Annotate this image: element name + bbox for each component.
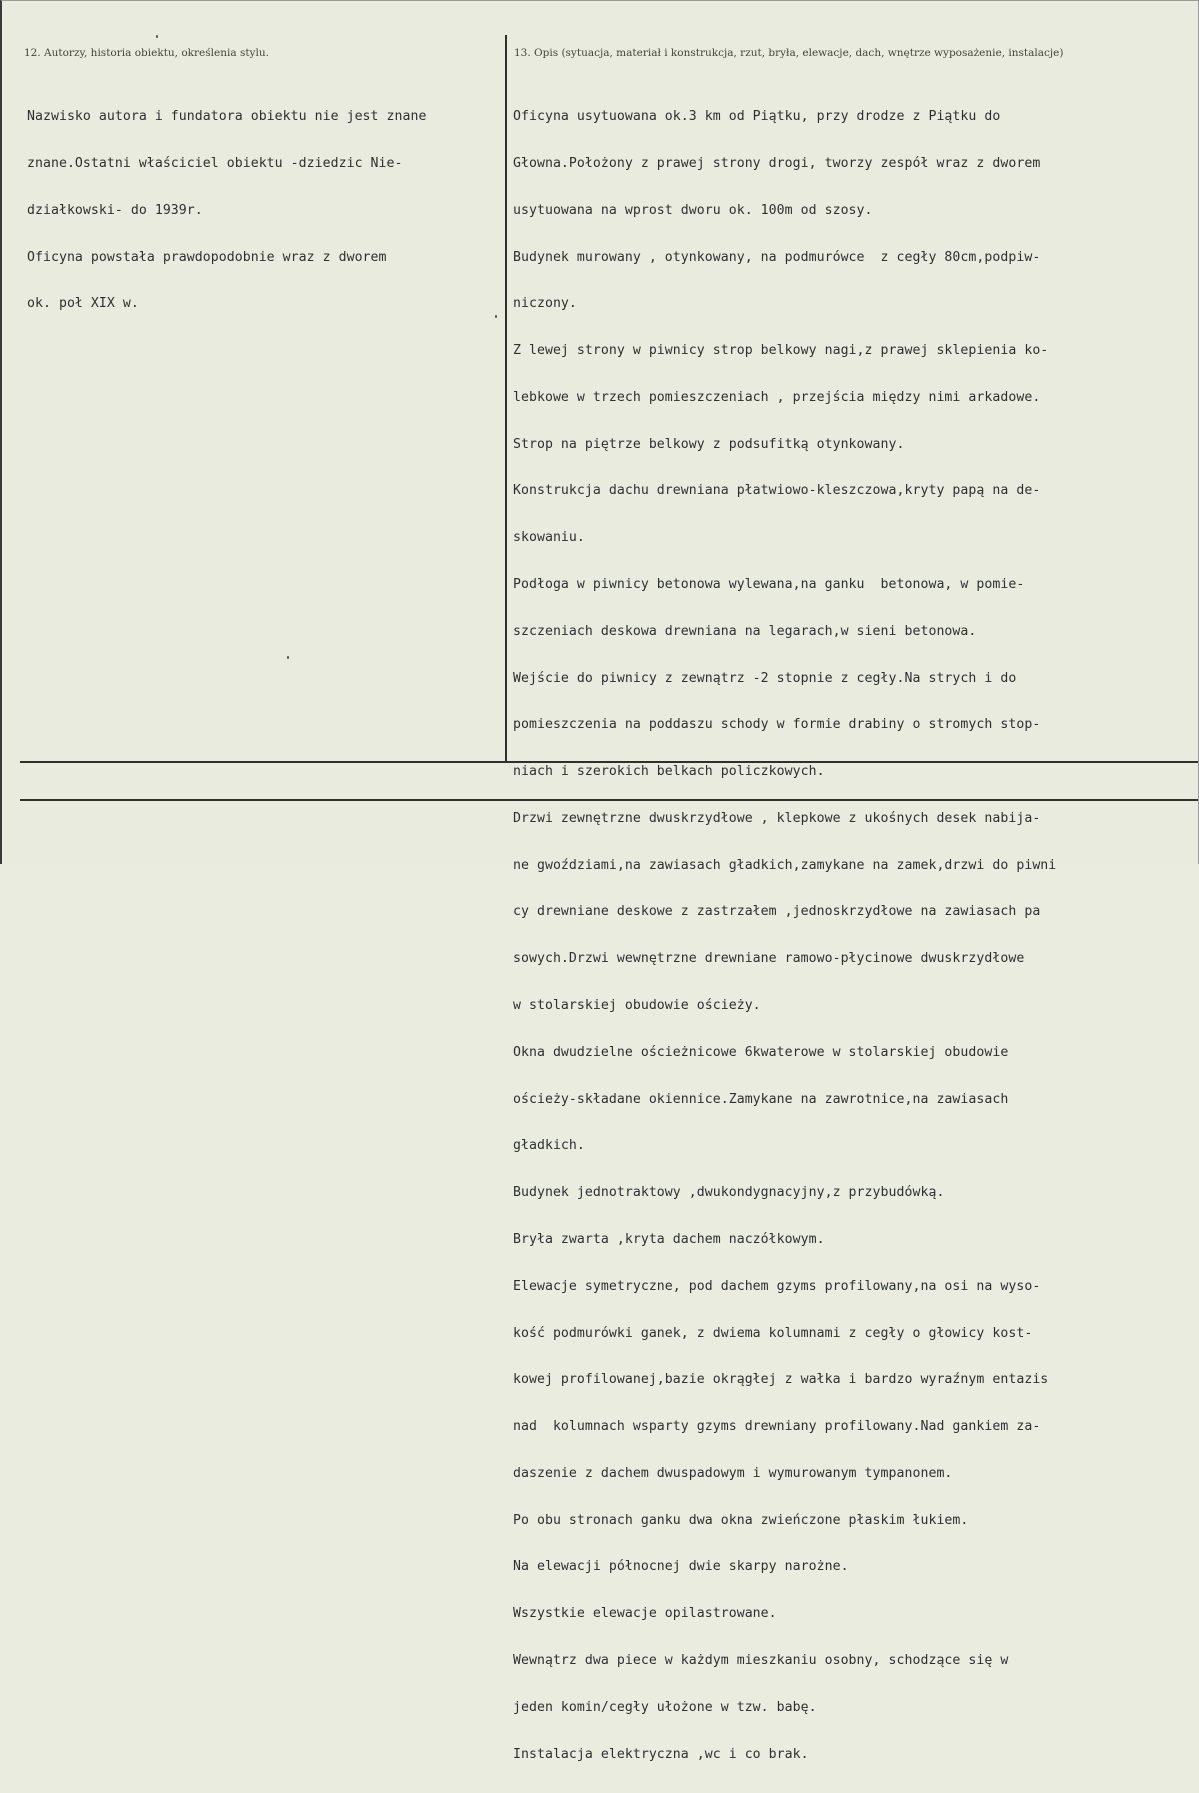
text-line: Z lewej strony w piwnicy strop belkowy nagi,z prawej sklepienia ko- [513, 343, 1049, 359]
text-line: skowaniu. [513, 530, 585, 546]
text-line: cy drewniane deskowe z zastrzałem ,jednoskrzydłowe na zawiasach pa [513, 904, 1041, 920]
text-line: ne gwoździami,na zawiasach gładkich,zamykane na zamek,drzwi do piwni [513, 857, 1057, 873]
text-line: Podłoga w piwnicy betonowa wylewana,na ganku betonowa, w pomie- [513, 577, 1025, 592]
text-line: ościeży-składane okiennice.Zamykane na zawrotnice,na zawiasach [513, 1091, 1009, 1107]
text-line: Elewacje symetryczne, pod dachem gzyms profilowany,na osi na wyso- [513, 1278, 1041, 1294]
text-line: znane.Ostatni właściciel obiektu -dziedzic Nie- [27, 155, 403, 171]
text-line: lebkowe w trzech pomieszczeniach , przejścia między nimi arkadowe. [513, 389, 1041, 405]
text-line: usytuowana na wprost dworu ok. 100m od szosy. [513, 202, 873, 218]
text-line: kowej profilowanej,bazie okrągłej z wałka i bardzo wyraźnym entazis [513, 1372, 1049, 1388]
column-divider [505, 35, 507, 761]
text-line: Drzwi zewnętrzne dwuskrzydłowe , klepkowe z ukośnych desek nabija- [513, 810, 1041, 826]
text-line: gładkich. [513, 1138, 585, 1154]
text-line: niczony. [513, 296, 577, 312]
text-line: kość podmurówki ganek, z dwiema kolumnami z cegły o głowicy kost- [513, 1325, 1033, 1341]
text-line: Bryła zwarta ,kryta dachem naczółkowym. [513, 1231, 825, 1247]
text-line: w stolarskiej obudowie ościeży. [513, 998, 761, 1014]
text-line: Budynek murowany , otynkowany, na podmurówce z cegły 80cm,podpiw- [513, 249, 1041, 265]
text-line: Okna dwudzielne ościeżnicowe 6kwaterowe w stolarskiej obudowie [513, 1044, 1009, 1060]
text-line: Po obu stronach ganku dwa okna zwieńczone płaskim łukiem. [513, 1512, 969, 1528]
paper-speck [287, 656, 289, 659]
text-line: pomieszczenia na poddaszu schody w formie drabiny o stromych stop- [513, 717, 1041, 733]
text-line: sowych.Drzwi wewnętrzne drewniane ramowo-płycinowe dwuskrzydłowe [513, 951, 1025, 967]
text-line: Wejście do piwnicy z zewnątrz -2 stopnie z cegły.Na strych i do [513, 670, 1017, 686]
text-line: Wszystkie elewacje opilastrowane. [513, 1606, 777, 1622]
text-line: Budynek jednotraktowy ,dwukondygnacyjny,z przybudówką. [513, 1185, 945, 1201]
text-line: daszenie z dachem dwuspadowym i wymurowanym tympanonem. [513, 1465, 953, 1481]
section-12-heading: 12. Autorzy, historia obiektu, określenia stylu. [24, 47, 269, 59]
text-line: szczeniach deskowa drewniana na legarach,w sieni betonowa. [513, 623, 977, 639]
text-line: Nazwisko autora i fundatora obiektu nie jest znane [27, 109, 427, 125]
section-13-heading: 13. Opis (sytuacja, materiał i konstrukcja, rzut, bryła, elewacje, dach, wnętrze wyposażenie, instalacje) [514, 47, 1064, 59]
text-line: Strop na piętrze belkowy z podsufitką otynkowany. [513, 436, 905, 452]
text-line: działkowski- do 1939r. [27, 202, 203, 218]
text-line: Na elewacji północnej dwie skarpy narożne. [513, 1559, 849, 1575]
text-line: Oficyna powstała prawdopodobnie wraz z dworem [27, 249, 387, 265]
text-line: Konstrukcja dachu drewniana płatwiowo-kleszczowa,kryty papą na de- [513, 483, 1041, 499]
section-13-text [513, 78, 1199, 1793]
text-line: Głowna.Położony z prawej strony drogi, tworzy zespół wraz z dworem [513, 155, 1041, 171]
text-line: niach i szerokich belkach policzkowych. [513, 764, 825, 780]
text-line: Instalacja elektryczna ,wc i co brak. [513, 1746, 809, 1762]
section-12-text [27, 78, 505, 343]
text-line: nad kolumnach wsparty gzyms drewniany profilowany.Nad gankiem za- [513, 1419, 1041, 1435]
text-line: Wewnątrz dwa piece w każdym mieszkaniu osobny, schodzące się w [513, 1652, 1009, 1668]
text-line: jeden komin/cegły ułożone w tzw. babę. [513, 1699, 817, 1715]
paper-speck [156, 35, 158, 38]
text-line: ok. poł XIX w. [27, 296, 139, 312]
text-line: Oficyna usytuowana ok.3 km od Piątku, przy drodze z Piątku do [513, 109, 1001, 125]
paper-speck [495, 315, 497, 318]
